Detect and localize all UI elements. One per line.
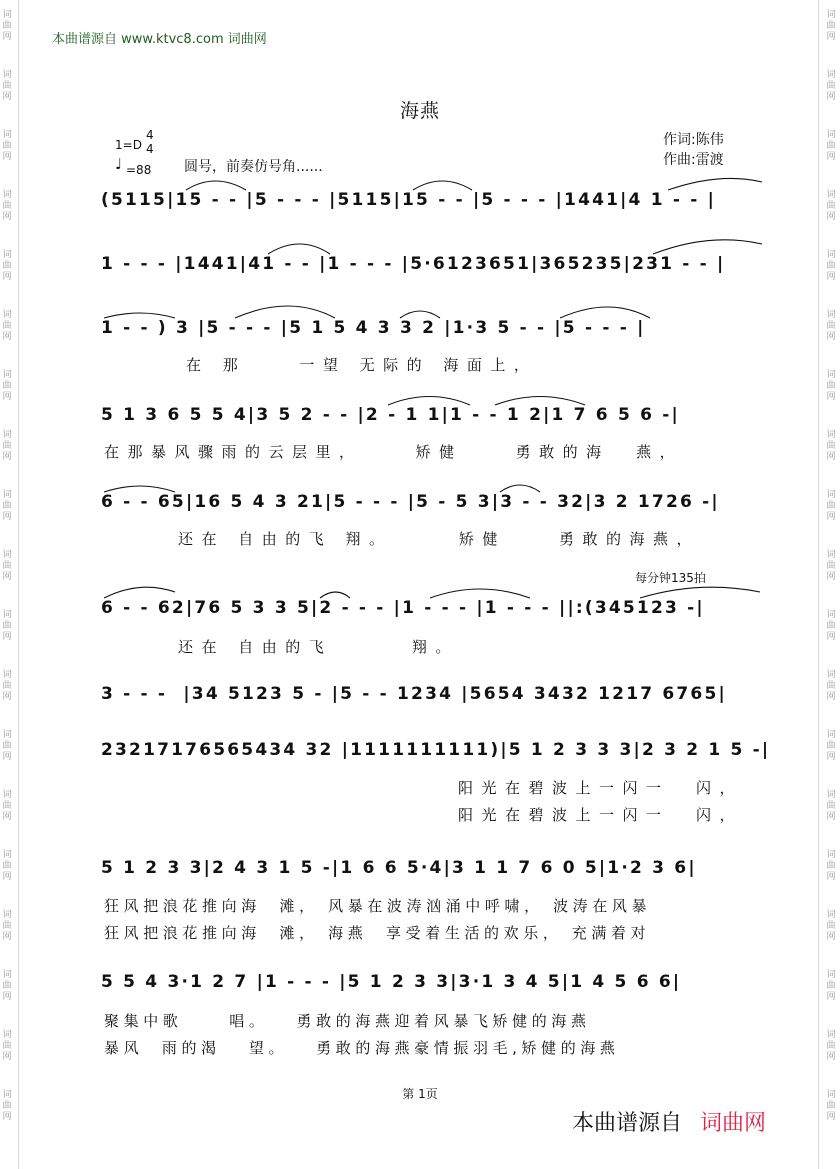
lyric-line-10a: 聚集中歌 唱。 勇敢的海燕迎着风暴飞矫健的海燕 — [104, 1012, 591, 1030]
song-title: 海燕 — [399, 100, 440, 122]
side-watermark-text: 词 曲 网 — [826, 430, 836, 462]
side-watermark-text: 词 曲 网 — [2, 670, 12, 702]
side-watermark-text: 词 曲 网 — [826, 970, 836, 1002]
side-watermark-text: 词 曲 网 — [2, 790, 12, 822]
side-watermark-text: 词 曲 网 — [2, 370, 12, 402]
side-watermark-text: 词 曲 网 — [826, 610, 836, 642]
brand-left: 本曲谱源自 — [572, 1111, 683, 1136]
composer: 作曲:雷渡 — [663, 152, 724, 168]
side-watermark-text: 词 曲 网 — [826, 490, 836, 522]
lyric-line-9a: 狂风把浪花推向海 滩， 风暴在波涛汹涌中呼啸， 波涛在风暴 — [104, 897, 652, 915]
notes: 3 - - - |34 5123 5 - |5 - - 1234 |5654 3432 1217 6765| — [101, 684, 727, 704]
side-watermark-text: 词 曲 网 — [2, 250, 12, 282]
time-signature-top: 4 — [146, 128, 154, 142]
notes: (5115|15 - - |5 - - - |5115|15 - - |5 - - - |1441|4 1 - - | — [101, 190, 717, 210]
side-watermark-text: 词 曲 网 — [826, 790, 836, 822]
brand-footer — [572, 1106, 766, 1137]
side-watermark-text: 词 曲 网 — [826, 850, 836, 882]
notes: 5 1 2 3 3|2 4 3 1 5 -|1 6 6 5·4|3 1 1 7 6 0 5|1·2 3 6| — [101, 858, 697, 878]
side-watermark-text: 词 曲 网 — [826, 370, 836, 402]
quarter-note-icon: ♩ — [115, 155, 123, 173]
side-watermark-text: 词 曲 网 — [826, 250, 836, 282]
side-watermark-text: 词 曲 网 — [826, 910, 836, 942]
tempo: =88 — [126, 163, 152, 177]
side-watermark-text: 词 曲 网 — [826, 670, 836, 702]
notes: 1 - - - |1441|41 - - |1 - - - |5·6123651|365235|231 - - | — [101, 254, 726, 274]
side-watermark-text: 词 曲 网 — [2, 70, 12, 102]
lyric-line-9b: 狂风把浪花推向海 滩， 海燕 享受着生活的欢乐， 充满着对 — [104, 924, 651, 942]
side-watermark-text: 词 曲 网 — [826, 730, 836, 762]
side-watermark-text: 词 曲 网 — [2, 1090, 12, 1122]
side-watermark-text: 词 曲 网 — [2, 970, 12, 1002]
side-watermark-text: 词 曲 网 — [826, 1030, 836, 1062]
side-watermark-text: 词 曲 网 — [2, 130, 12, 162]
lyric-line-4: 在那暴风骤雨的云层里， 矫健 勇敢的海 燕， — [104, 443, 684, 461]
lyric-line-6: 还在 自由的飞 翔。 — [178, 638, 459, 656]
side-watermark-text: 词 曲 网 — [2, 430, 12, 462]
side-watermark-text: 词 曲 网 — [826, 1090, 836, 1122]
time-signature-bottom: 4 — [146, 142, 154, 156]
lyric-line-8a: 阳光在碧波上一闪一 闪， — [458, 779, 744, 797]
side-watermark-text: 词 曲 网 — [2, 490, 12, 522]
lyricist: 作词:陈伟 — [663, 132, 724, 148]
notes: 6 - - 62|76 5 3 3 5|2 - - - |1 - - - |1 - - - ||:(345123 -| — [101, 598, 705, 618]
side-watermark-text: 词 曲 网 — [2, 1030, 12, 1062]
tempo-change: 每分钟135拍 — [635, 571, 706, 585]
side-watermark-text: 词 曲 网 — [826, 70, 836, 102]
key-signature: 1=D — [115, 138, 142, 152]
header-link[interactable]: 本曲谱源自 www.ktvc8.com 词曲网 — [52, 32, 267, 47]
side-watermark-text: 词 曲 网 — [2, 910, 12, 942]
brand-right[interactable]: 词曲网 — [700, 1111, 767, 1136]
side-watermark-text: 词 曲 网 — [826, 130, 836, 162]
side-watermark-text: 词 曲 网 — [2, 610, 12, 642]
lyric-line-3: 在 那 一望 无际的 海面上， — [186, 356, 538, 374]
page-number: 第 1页 — [402, 1087, 438, 1101]
notes: 23217176565434 32 |1111111111)|5 1 2 3 3 3|2 3 2 1 5 -| — [101, 740, 771, 760]
side-watermark-text: 词 曲 网 — [2, 730, 12, 762]
notes: 5 1 3 6 5 5 4|3 5 2 - - |2 - 1 1|1 - - 1 2|1 7 6 5 6 -| — [101, 405, 680, 425]
side-watermark-text: 词 曲 网 — [826, 550, 836, 582]
side-watermark-text: 词 曲 网 — [826, 10, 836, 42]
notes: 5 5 4 3·1 2 7 |1 - - - |5 1 2 3 3|3·1 3 4 5|1 4 5 6 6| — [101, 972, 682, 992]
side-watermark-text: 词 曲 网 — [2, 10, 12, 42]
side-watermark-text: 词 曲 网 — [2, 550, 12, 582]
side-watermark-text: 词 曲 网 — [826, 190, 836, 222]
side-watermark-text: 词 曲 网 — [2, 190, 12, 222]
side-watermark-text: 词 曲 网 — [826, 310, 836, 342]
lyric-line-10b: 暴风 雨的渴 望。 勇敢的海燕豪情振羽毛,矫健的海燕 — [104, 1039, 620, 1057]
notes: 1 - - ) 3 |5 - - - |5 1 5 4 3 3 2 |1·3 5 - - |5 - - - | — [101, 318, 646, 338]
side-watermark-text: 词 曲 网 — [2, 850, 12, 882]
notes: 6 - - 65|16 5 4 3 21|5 - - - |5 - 5 3|3 - - 32|3 2 1726 -| — [101, 492, 720, 512]
lyric-line-8b: 阳光在碧波上一闪一 闪， — [458, 806, 744, 824]
intro-note: 圆号，前奏仿号角...... — [184, 159, 323, 175]
lyric-line-5: 还在 自由的飞 翔。 矫健 勇敢的海燕， — [178, 530, 700, 548]
side-watermark-text: 词 曲 网 — [2, 310, 12, 342]
